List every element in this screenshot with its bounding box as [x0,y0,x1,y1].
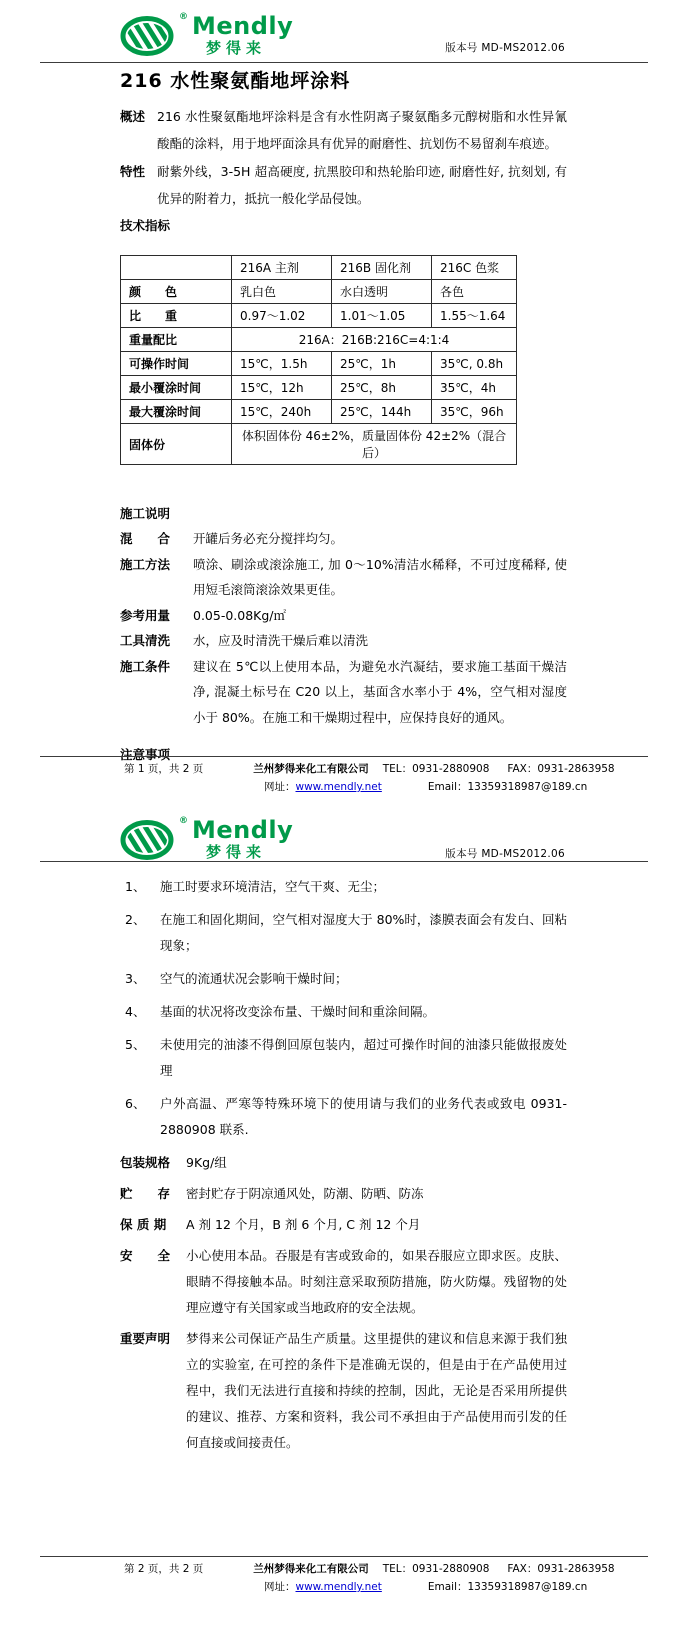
spec-value: 1.01～1.05 [332,304,432,328]
spec-value: 25℃，1h [332,352,432,376]
footer-line1 [40,761,648,776]
note-item [125,1091,567,1143]
info-item-packaging [120,1150,567,1176]
construction-item-method [120,552,567,603]
note-text: 空气的流通状况会影响干燥时间； [160,971,348,986]
overview-label: 概述 [120,109,146,124]
spec-value: 25℃，8h [332,376,432,400]
footer-email: Email：13359318987@189.cn [427,1581,588,1593]
construction-label: 施工条件 [120,658,171,674]
specs-table [120,255,517,465]
footer-web-link[interactable]: www.mendly.net [295,781,382,793]
spec-col-header: 216C 色浆 [432,256,517,280]
footer-web-label: 网址： [264,1581,296,1593]
info-label: 贮 存 [120,1186,171,1201]
features-text: 耐紫外线，3-5H 超高硬度, 抗黑胶印和热轮胎印迹, 耐磨性好, 抗刻划, 有优异的附着力，抵抗一般化学品侵蚀。 [157,164,567,206]
spec-value: 1.55～1.64 [432,304,517,328]
mendly-logo [120,818,293,862]
info-label: 重要声明 [120,1331,171,1346]
product-info-section [120,1150,567,1456]
note-number: 5、 [125,1037,146,1052]
page-2 [0,790,687,1638]
info-label: 安 全 [120,1248,171,1263]
footer-email: Email：13359318987@189.cn [427,781,588,793]
footer-web-label: 网址： [264,781,296,793]
footer-line1 [40,1561,648,1576]
spec-col-header: 216B 固化剂 [332,256,432,280]
spec-value: 乳白色 [232,280,332,304]
spec-value: 35℃，96h [432,400,517,424]
info-label: 包装规格 [120,1155,171,1170]
note-text: 施工时要求环境清洁，空气干爽、无尘； [160,879,386,894]
note-item [125,907,567,959]
logo-wordmark-en: Mendly [192,816,294,844]
construction-text: 喷涂、刷涂或滚涂施工, 加 0～10%清洁水稀释，不可过度稀释, 使用短毛滚筒滚涂效果更佳。 [193,556,567,597]
construction-label: 混 合 [120,531,171,546]
registered-mark-icon: ® [179,12,188,22]
spec-row-solids [121,424,517,465]
spec-row-label: 颜 色 [121,280,232,304]
note-number: 1、 [125,879,146,894]
info-text: 小心使用本品。吞服是有害或致命的，如果吞服应立即求医。皮肤、眼睛不得接触本品。时刻注意采取预防措施，防火防爆。残留物的处理应遵守有关国家或当地政府的安全法规。 [186,1248,567,1315]
spec-row-label: 最小覆涂时间 [121,376,232,400]
logo-wordmark [192,14,293,58]
spec-value: 15℃，12h [232,376,332,400]
spec-value: 35℃, 0.8h [432,352,517,376]
spec-row-max-recoat [121,400,517,424]
construction-text: 开罐后务必充分搅拌均匀。 [193,531,344,546]
version-label: 版本号 MD-MS2012.06 [445,848,565,860]
footer-tel: TEL：0931-2880908 [382,1563,490,1575]
specs-header-row [121,256,517,280]
construction-text: 水，应及时清洗干燥后难以清洗 [193,633,369,648]
overview-text: 216 水性聚氨酯地坪涂料是含有水性阴离子聚氨酯多元醇树脂和水性异氰酸酯的涂料，用于地坪面涂具有优异的耐磨性、抗划伤不易留刹车痕迹。 [157,109,567,151]
features-label: 特性 [120,164,146,179]
logo-wordmark-cn: 梦得来 [206,39,267,57]
version-label: 版本号 MD-MS2012.06 [445,42,565,54]
notes-heading: 注意事项 [120,747,171,762]
logo-wordmark [192,818,293,862]
construction-text: 0.05-0.08Kg/㎡ [193,607,287,623]
note-number: 2、 [125,912,146,927]
note-number: 6、 [125,1096,146,1111]
page2-header [0,790,687,862]
header-rule [40,861,648,862]
construction-label: 工具清洗 [120,633,171,648]
construction-label: 参考用量 [120,607,171,623]
spec-row-label: 比 重 [121,304,232,328]
info-text: 9Kg/组 [186,1155,227,1170]
construction-item-cleaning [120,628,567,654]
mendly-logo-icon [120,818,178,862]
spec-row-min-recoat [121,376,517,400]
spec-row-label: 重量配比 [121,328,232,352]
info-text: 密封贮存于阴凉通风处，防潮、防晒、防冻 [186,1186,424,1201]
spec-value: 体积固体份 46±2%，质量固体份 42±2%（混合后） [232,424,517,465]
construction-label: 施工方法 [120,556,171,572]
construction-item-dosage [120,603,567,629]
spec-row-label: 可操作时间 [121,352,232,376]
footer-fax: FAX：0931-2863958 [507,763,615,775]
info-text: A 剂 12 个月，B 剂 6 个月, C 剂 12 个月 [186,1217,421,1232]
spec-value: 15℃，1.5h [232,352,332,376]
spec-row-color [121,280,517,304]
spec-row-ratio [121,328,517,352]
notes-list [125,874,567,1143]
note-item [125,1032,567,1084]
page-title: 216 水性聚氨酯地坪涂料 [120,70,351,92]
note-item [125,999,567,1025]
note-item [125,966,567,992]
registered-mark-icon: ® [179,816,188,826]
page-1 [0,0,687,793]
note-number: 4、 [125,1004,146,1019]
info-label: 保 质 期 [120,1217,167,1232]
construction-item-conditions [120,654,567,731]
footer-page-number: 第 1 页，共 2 页 [124,763,204,775]
info-item-storage [120,1181,567,1207]
note-text: 户外高温、严寒等特殊环境下的使用请与我们的业务代表或致电 0931-2880908 联系. [160,1096,567,1137]
mendly-logo-icon [120,14,178,58]
note-text: 未使用完的油漆不得倒回原包装内，超过可操作时间的油漆只能做报废处理 [160,1037,567,1078]
spec-value: 各色 [432,280,517,304]
features-section [120,158,567,212]
construction-text: 建议在 5℃以上使用本品，为避免水汽凝结，要求施工基面干燥洁净, 混凝土标号在 C20 以上，基面含水率小于 4%，空气相对湿度小于 80%。在施工和干燥期过程中，应保持良好的通风。 [193,658,567,725]
info-item-disclaimer [120,1326,567,1456]
footer-company: 兰州梦得来化工有限公司 [253,1563,369,1575]
footer-web-link[interactable]: www.mendly.net [295,1581,382,1593]
spec-value: 25℃，144h [332,400,432,424]
specs-heading: 技术指标 [120,218,171,233]
spec-col-header: 216A 主剂 [232,256,332,280]
footer-page-number: 第 2 页，共 2 页 [124,1563,204,1575]
footer-web [264,1579,382,1594]
construction-heading: 施工说明 [120,506,171,521]
spec-value: 水白透明 [332,280,432,304]
spec-col-header [121,256,232,280]
spec-row-gravity [121,304,517,328]
footer-company: 兰州梦得来化工有限公司 [253,763,369,775]
construction-item-mixing [120,526,567,552]
spec-row-label: 最大覆涂时间 [121,400,232,424]
note-number: 3、 [125,971,146,986]
logo-wordmark-en: Mendly [192,12,294,40]
spec-value: 35℃，4h [432,376,517,400]
page2-footer [40,1556,648,1594]
logo-wordmark-cn: 梦得来 [206,843,267,861]
construction-section [120,526,567,730]
spec-row-label: 固体份 [121,424,232,465]
spec-value: 0.97～1.02 [232,304,332,328]
header-rule [40,62,648,63]
info-item-shelf-life [120,1212,567,1238]
note-text: 基面的状况将改变涂布量、干燥时间和重涂间隔。 [160,1004,436,1019]
info-text: 梦得来公司保证产品生产质量。这里提供的建议和信息来源于我们独立的实验室, 在可控的条件下是准确无误的，但是由于在产品使用过程中，我们无法进行直接和持续的控制，因此，无论是否采用所提供的建议、推荐、方案和资料，我公司不承担由于产品使用而引发的任何直接或间接责任。 [186,1331,567,1450]
footer-tel: TEL：0931-2880908 [382,763,490,775]
note-item [125,874,567,900]
info-item-safety [120,1243,567,1321]
spec-value: 15℃，240h [232,400,332,424]
mendly-logo [120,14,293,58]
note-text: 在施工和固化期间，空气相对湿度大于 80%时，漆膜表面会有发白、回粘现象； [160,912,567,953]
footer-fax: FAX：0931-2863958 [507,1563,615,1575]
footer-line2 [40,1579,648,1594]
spec-row-potlife [121,352,517,376]
overview-section [120,103,567,157]
spec-value: 216A：216B:216C=4:1:4 [232,328,517,352]
page1-header [0,0,687,63]
page1-footer [40,756,648,794]
